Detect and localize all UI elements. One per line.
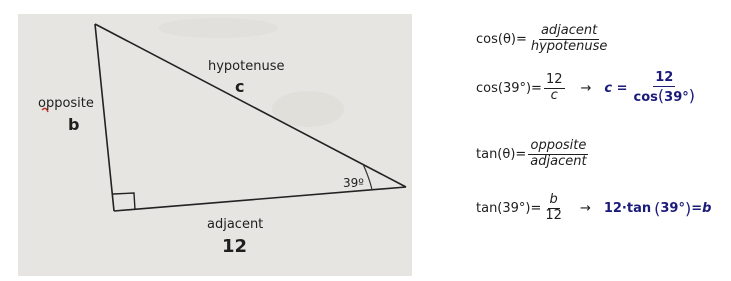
fraction-numerator: 12 <box>545 71 563 87</box>
equation-tan-definition <box>476 132 591 176</box>
hypotenuse-variable: c <box>235 77 245 96</box>
result-denominator: cos(39°) <box>633 85 695 105</box>
paper-smudge <box>158 18 278 38</box>
fraction-denominator: 12 <box>545 207 562 223</box>
result-numerator: 12 <box>655 69 674 85</box>
angle-label: 39º <box>343 176 364 190</box>
result-rhs: =b <box>691 200 712 216</box>
arrow-icon: → <box>579 200 591 216</box>
right-angle-marker <box>113 193 135 210</box>
hypotenuse-side <box>95 24 406 187</box>
equation-lhs: tan(39°)= <box>476 200 542 216</box>
equation-cos-39 <box>476 66 699 110</box>
fraction <box>543 193 564 224</box>
result-den-argument: 39° <box>664 89 689 105</box>
result-lhs: c = <box>604 80 628 96</box>
opposite-side <box>95 24 114 211</box>
hypotenuse-label: hypotenuse <box>208 59 285 74</box>
triangle-diagram <box>18 14 412 276</box>
result-fraction <box>632 71 697 106</box>
result-coefficient: 12·tan <box>603 200 652 216</box>
result-argument: 39° <box>660 200 685 216</box>
fraction <box>528 139 588 170</box>
equation-tan-39 <box>476 186 711 230</box>
result-den-function: cos <box>633 89 658 105</box>
equation-cos-definition <box>476 17 611 61</box>
fraction <box>529 24 609 55</box>
adjacent-side <box>114 187 406 211</box>
fraction-numerator: b <box>549 191 558 207</box>
arrow-icon: → <box>580 80 592 96</box>
fraction-denominator: c <box>550 87 558 103</box>
fraction-numerator: opposite <box>530 137 587 153</box>
equation-lhs: tan(θ)= <box>476 146 527 162</box>
fraction-denominator: adjacent <box>530 153 587 169</box>
fraction-denominator: hypotenuse <box>530 38 608 54</box>
equation-lhs: cos(39°)= <box>476 80 542 96</box>
adjacent-label: adjacent <box>207 217 264 232</box>
result-b-equation: 12·tan ( 39° ) =b <box>603 198 712 218</box>
opposite-variable: b <box>68 115 80 134</box>
adjacent-value: 12 <box>222 236 248 257</box>
result-c-equation <box>604 71 699 106</box>
triangle-photo <box>18 14 412 276</box>
fraction-numerator: adjacent <box>540 22 598 38</box>
equation-lhs: cos(θ)= <box>476 31 527 47</box>
fraction <box>544 73 565 104</box>
opposite-label: opposite <box>38 96 94 111</box>
